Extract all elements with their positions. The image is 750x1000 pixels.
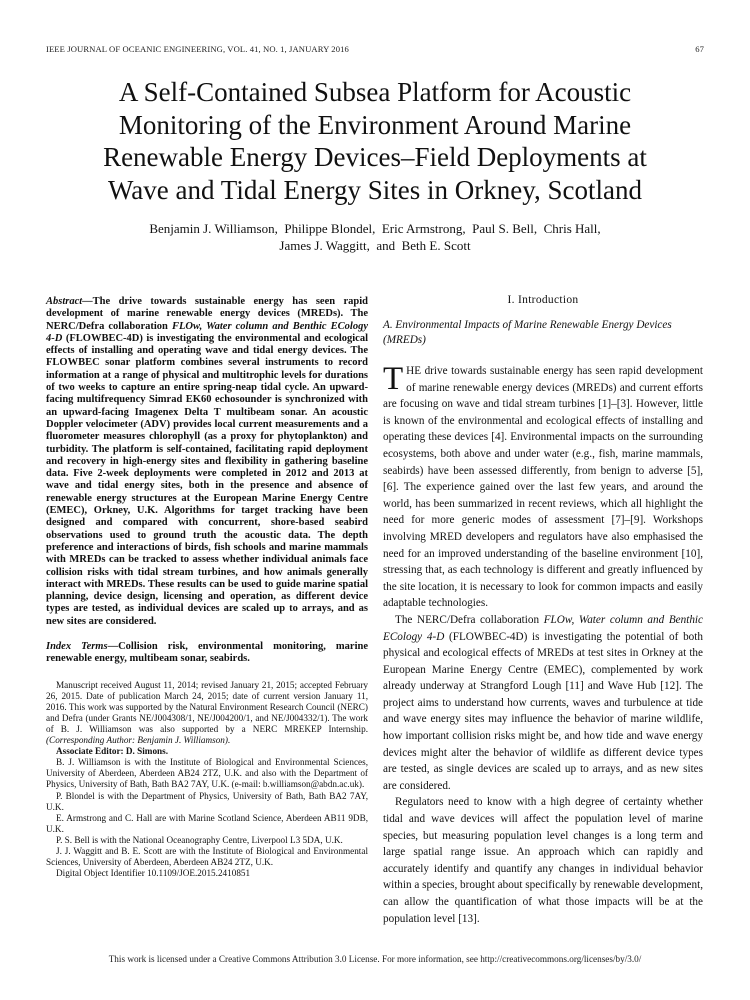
corresponding-author: (Corresponding Author: Benjamin J. Williamson). [46,735,231,746]
doi: Digital Object Identifier 10.1109/JOE.2015.2410851 [56,868,251,879]
project-name: FLOw, Water column and Benthic ECology 4-D [46,320,368,344]
author-line: Benjamin J. Williamson, Philippe Blondel, Eric Armstrong, Paul S. Bell, Chris Hall, [149,221,601,236]
license-notice: This work is licensed under a Creative Commons Attribution 3.0 License. For more information, see http://creativecommons.org/licenses/by/3.0/ [108,954,642,964]
right-column [383,294,703,927]
title-line: Renewable Energy Devices–Field Deployments at [103,142,647,172]
index-terms [46,641,368,666]
journal-name: IEEE JOURNAL OF OCEANIC ENGINEERING, VOL. 41, NO. 1, JANUARY 2016 [46,44,349,54]
abstract-text: —The drive towards sustainable energy has seen rapid development of marine renewable energy devices (MREDs). The NERC/Defra collaboration [46,296,368,332]
index-terms-label: Index Terms [46,641,108,653]
abstract-text: (FLOWBEC-4D) is investigating the environmental and ecological effects of installing and operating wave and tidal energy devices. The FLOWBEC sonar platform combines several instruments to record information at a range of physical and multitrophic levels for durations of two weeks to capture an entire spring-neap tidal cycle. An upward-facing multifrequency Simrad EK60 echosounder is synchronized with an upward-facing Imagenex Delta T multibeam sonar. An acoustic Doppler velocimeter (ADV) provides local current measurements and a fluorometer measures chlorophyll (as a proxy for phytoplankton) and turbidity. The platform is self-contained, facilitating rapid deployment and recovery in high-energy sites and flexibility in gathering baseline data. Five 2-week deployments were completed in 2012 and 2013 at wave and tidal energy sites, both in the presence and absence of renewable energy structures at the European Marine Energy Centre (EMEC), Orkney, U.K. Algorithms for target tracking have been designed and compared with concurrent, shore-based seabird observations used to ground truth the acoustic data. The depth preference and interactions of birds, fish schools and marine mammals with MREDs can be tracked to assess whether individual animals face collision risks with tidal stream turbines, and how animals generally interact with MREDs. These results can be used to guide marine spatial planning, device design, licensing and operation, as different device types are tested, as individual devices are scaled up to arrays, and as new sites are considered. [46,332,368,627]
running-header [46,44,704,54]
paragraph: THE drive towards sustainable energy has seen rapid development of marine renewable energy devices (MREDs) and current efforts are focusing on wave and tidal stream turbines [1]–[3]. However, little is known of the environmental and ecological effects of installing and operating these devices [4]. Environmental impacts on the surrounding ecosystems, both above and under water (e.g., fish, marine mammals, seabirds) have been assessed differently, from benign to adverse [5], [6]. The experience gained over the last few years, and around the world, has been summarized in recent reviews, which all highlight the need for more generic modes of assessment [7]–[9]. Workshops involving MRED developers and regulators have also emphasised the need for an improved understanding of the baseline environment [10], stressing that, as each technology is different and greatly influenced by the site location, it is necessary to look for common impacts and easily adaptable technologies. [383,361,703,610]
author-line: James J. Waggitt, and Beth E. Scott [279,238,471,253]
title-line: A Self-Contained Subsea Platform for Acoustic [118,77,632,107]
page-number: 67 [695,44,704,54]
affiliation: P. S. Bell is with the National Oceanography Centre, Liverpool L3 5DA, U.K. [56,834,343,845]
affiliation: J. J. Waggitt and B. E. Scott are with the Institute of Biological and Environmental Sciences, University of Aberdeen, Aberdeen AB24 2TZ, U.K. [46,846,368,868]
index-terms-text: —Collision risk, environmental monitoring, marine renewable energy, multibeam sonar, seabirds. [46,641,369,665]
abstract [46,296,368,628]
title-line: Wave and Tidal Energy Sites in Orkney, Scotland [107,174,642,205]
author-list [40,220,710,254]
introduction-body [383,363,703,927]
associate-editor: Associate Editor: D. Simons. [56,746,169,757]
paragraph: Regulators need to know with a high degree of certainty whether tidal and wave devices will affect the population level of marine species, but measuring population level changes is a long term and large spatial range issue. An approach which can rapidly and accurately identify and quantify any changes in individual behavior within a species, brought about specifically by renewable development, can allow the quantification of what those impacts will be at the population level [13]. [383,796,703,925]
abstract-label: Abstract [46,296,83,307]
affiliation: P. Blondel is with the Department of Physics, University of Bath, Bath BA2 7AY, U.K. [46,790,368,812]
section-heading: I. Introduction [507,294,579,306]
paragraph: The NERC/Defra collaboration FLOw, Water column and Benthic ECology 4-D (FLOWBEC-4D) is investigating the potential of both physical and ecological effects of MREDs at test sites in Orkney at the European Marine Energy Centre (EMEC), complemented by work already underway at Strangford Lough [11] and Wave Hub [12]. The project aims to understand how currents, waves and turbulence at tide and wave energy sites may influence the behavior of marine wildlife, how important collision risks might be, and how tide and wave energy devices might alter the behavior of wildlife as different device types are tested, as single devices are scaled up to arrays, and as new sites are considered. [383,613,703,792]
subsection-heading: A. Environmental Impacts of Marine Renewable Energy Devices (MREDs) [383,319,672,346]
affiliation: B. J. Williamson is with the Institute of Biological and Environmental Sciences, University of Aberdeen, Aberdeen AB24 2TZ, U.K. and also with the Department of Physics, University of Bath, Bath BA2 7AY, U.K. (e-mail: b.williamson@abdn.ac.uk). [46,757,368,790]
drop-cap: T [383,361,404,397]
title-line: Monitoring of the Environment Around Marine [118,109,632,140]
left-column [46,296,368,879]
manuscript-note: Manuscript received August 11, 2014; revised January 21, 2015; accepted February 26, 2015. Date of publication March 24, 2015; date of current version January 11, 2016. This work was supported by the Natural Environment Research Council (NERC) and Defra (under Grants NE/J004308/1, NE/J004200/1, and NE/J004332/1). The work of B. J. Williamson was also supported by a NERC MREKEP Internship. (Corresponding Author: Benjamin J. Williamson). [46,679,368,746]
paper-title [30,76,720,206]
project-name: FLOw, Water column and Benthic ECology 4-D [383,613,703,643]
footnotes [46,680,368,880]
affiliation: E. Armstrong and C. Hall are with Marine Scotland Science, Aberdeen AB11 9DB, U.K. [46,812,368,834]
